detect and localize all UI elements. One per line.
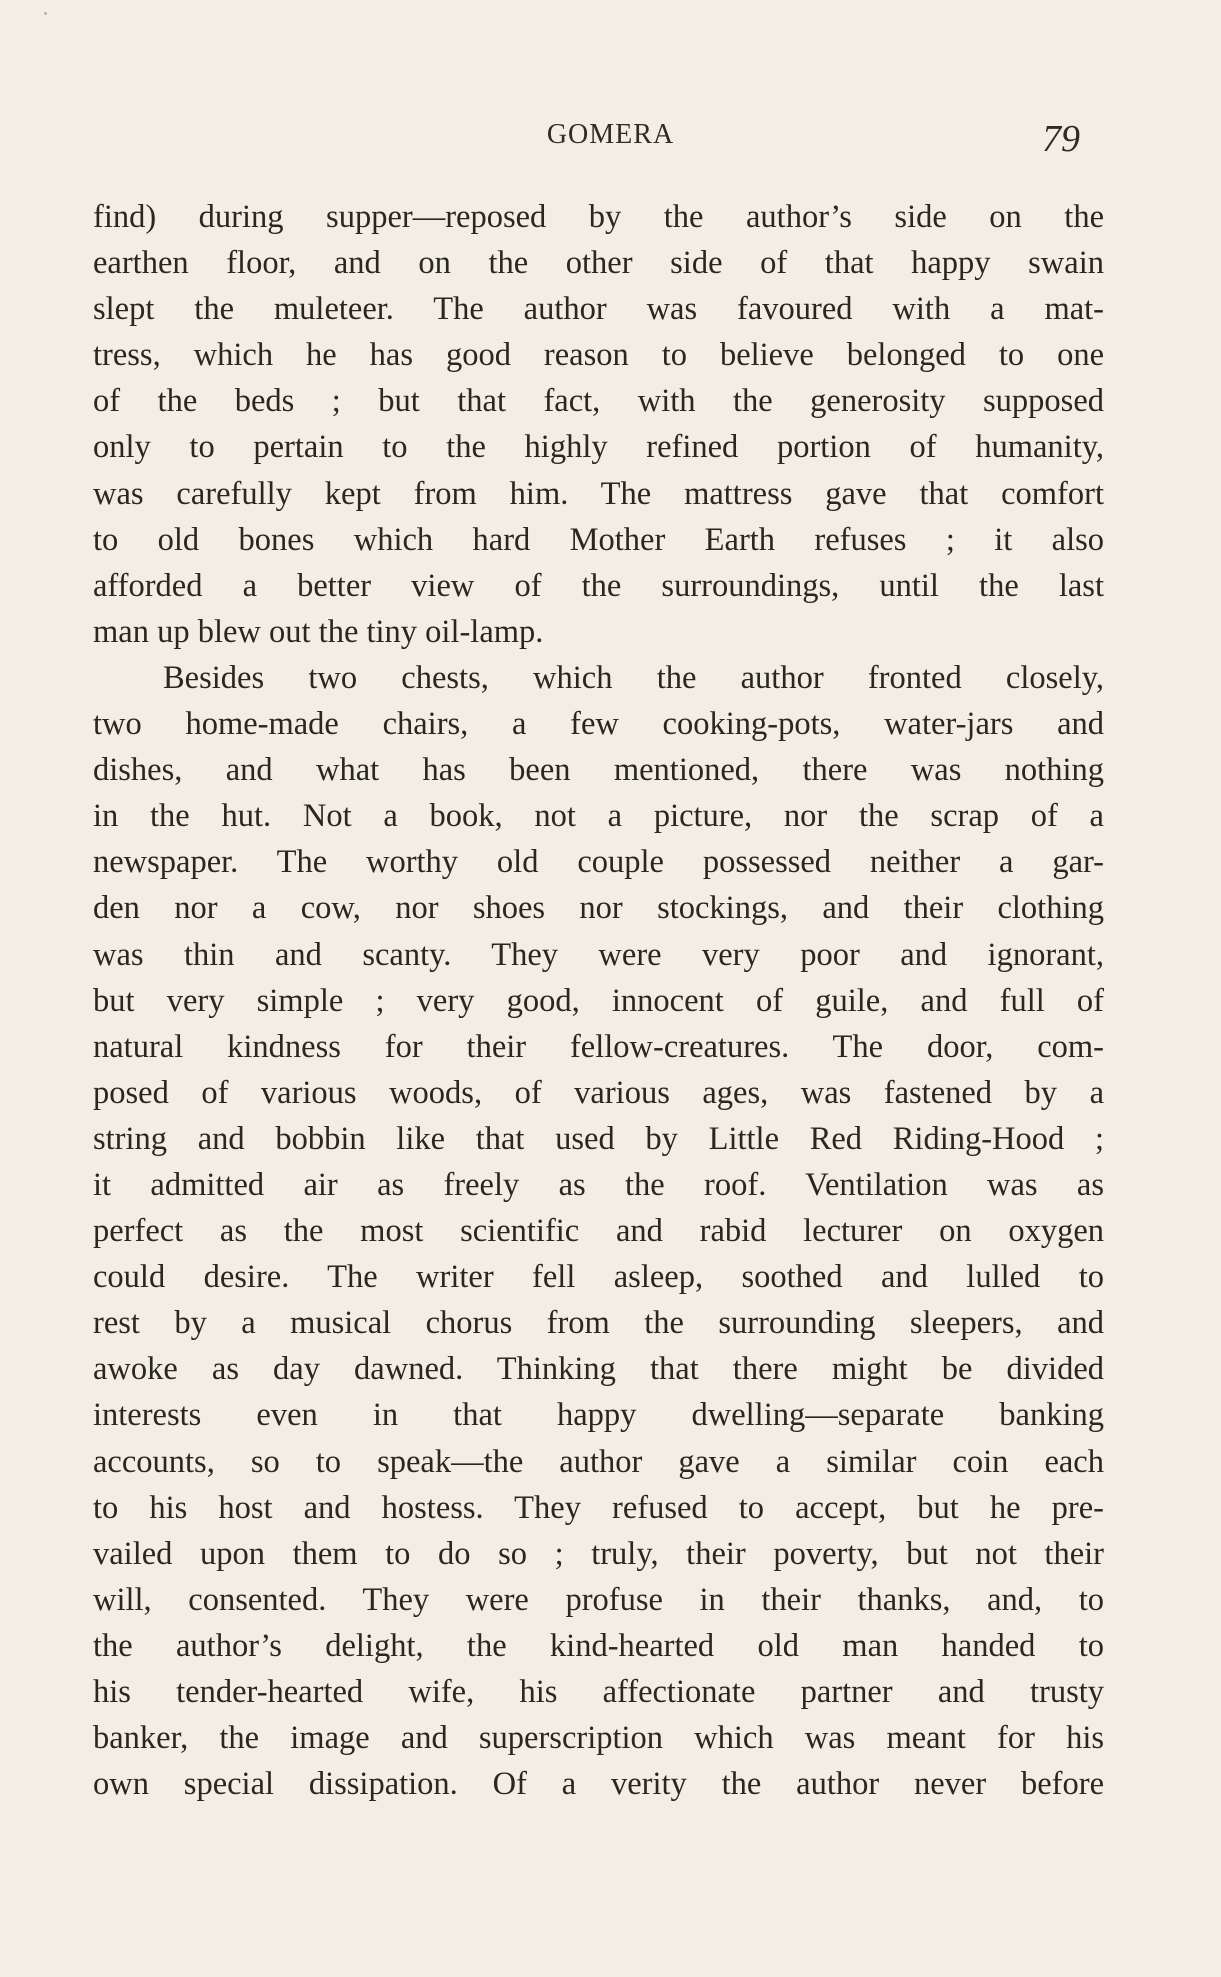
text-line: afforded a better view of the surroundings, until the last: [93, 567, 1104, 604]
text-line: two home-made chairs, a few cooking-pots, water-jars and: [93, 706, 1104, 743]
text-line: newspaper. The worthy old couple possessed neither a gar-: [93, 844, 1104, 881]
text-line: natural kindness for their fellow-creatures. The door, com-: [93, 1028, 1104, 1065]
text-line: but very simple ; very good, innocent of guile, and full of: [93, 982, 1104, 1019]
text-line: to old bones which hard Mother Earth refuses ; it also: [93, 521, 1104, 558]
body-text: [93, 194, 1104, 1807]
text-line: vailed upon them to do so ; truly, their poverty, but not their: [93, 1535, 1104, 1572]
text-line: posed of various woods, of various ages, was fastened by a: [93, 1074, 1104, 1111]
page-speck: [44, 12, 47, 15]
text-line: dishes, and what has been mentioned, there was nothing: [93, 752, 1104, 789]
text-line: to his host and hostess. They refused to accept, but he pre-: [93, 1489, 1104, 1526]
text-line: banker, the image and superscription which was meant for his: [93, 1720, 1104, 1757]
text-line: tress, which he has good reason to believe belonged to one: [93, 337, 1104, 374]
text-line: of the beds ; but that fact, with the generosity supposed: [93, 383, 1104, 420]
text-line: only to pertain to the highly refined portion of humanity,: [93, 429, 1104, 466]
text-line: rest by a musical chorus from the surrounding sleepers, and: [93, 1305, 1104, 1342]
text-line: was carefully kept from him. The mattress gave that comfort: [93, 475, 1104, 512]
text-line: interests even in that happy dwelling—separate banking: [93, 1397, 1104, 1434]
text-line: accounts, so to speak—the author gave a similar coin each: [93, 1443, 1104, 1480]
text-line: find) during supper—reposed by the author’s side on the: [93, 199, 1104, 235]
text-line: perfect as the most scientific and rabid lecturer on oxygen: [93, 1213, 1104, 1250]
text-line: his tender-hearted wife, his affectionate partner and trusty: [93, 1674, 1104, 1710]
text-line: den nor a cow, nor shoes nor stockings, and their clothing: [93, 890, 1104, 927]
text-line: slept the muleteer. The author was favoured with a mat-: [93, 291, 1104, 328]
text-line: own special dissipation. Of a verity the author never before: [93, 1766, 1104, 1803]
text-line: man up blew out the tiny oil-lamp.: [93, 613, 544, 650]
text-line: was thin and scanty. They were very poor and ignorant,: [93, 936, 1104, 973]
text-line: could desire. The writer fell asleep, soothed and lulled to: [93, 1259, 1104, 1296]
text-line: the author’s delight, the kind-hearted old man handed to: [93, 1627, 1104, 1664]
text-line: Besides two chests, which the author fronted closely,: [163, 659, 1104, 696]
running-title: GOMERA: [546, 119, 675, 150]
text-line: will, consented. They were profuse in their thanks, and, to: [93, 1581, 1104, 1618]
page-number: 79: [1042, 118, 1080, 160]
text-line: in the hut. Not a book, not a picture, nor the scrap of a: [93, 798, 1104, 835]
text-line: string and bobbin like that used by Little Red Riding-Hood ;: [93, 1120, 1104, 1157]
text-line: it admitted air as freely as the roof. Ventilation was as: [93, 1166, 1104, 1203]
text-line: earthen floor, and on the other side of that happy swain: [93, 245, 1104, 282]
text-line: awoke as day dawned. Thinking that there might be divided: [93, 1351, 1104, 1388]
